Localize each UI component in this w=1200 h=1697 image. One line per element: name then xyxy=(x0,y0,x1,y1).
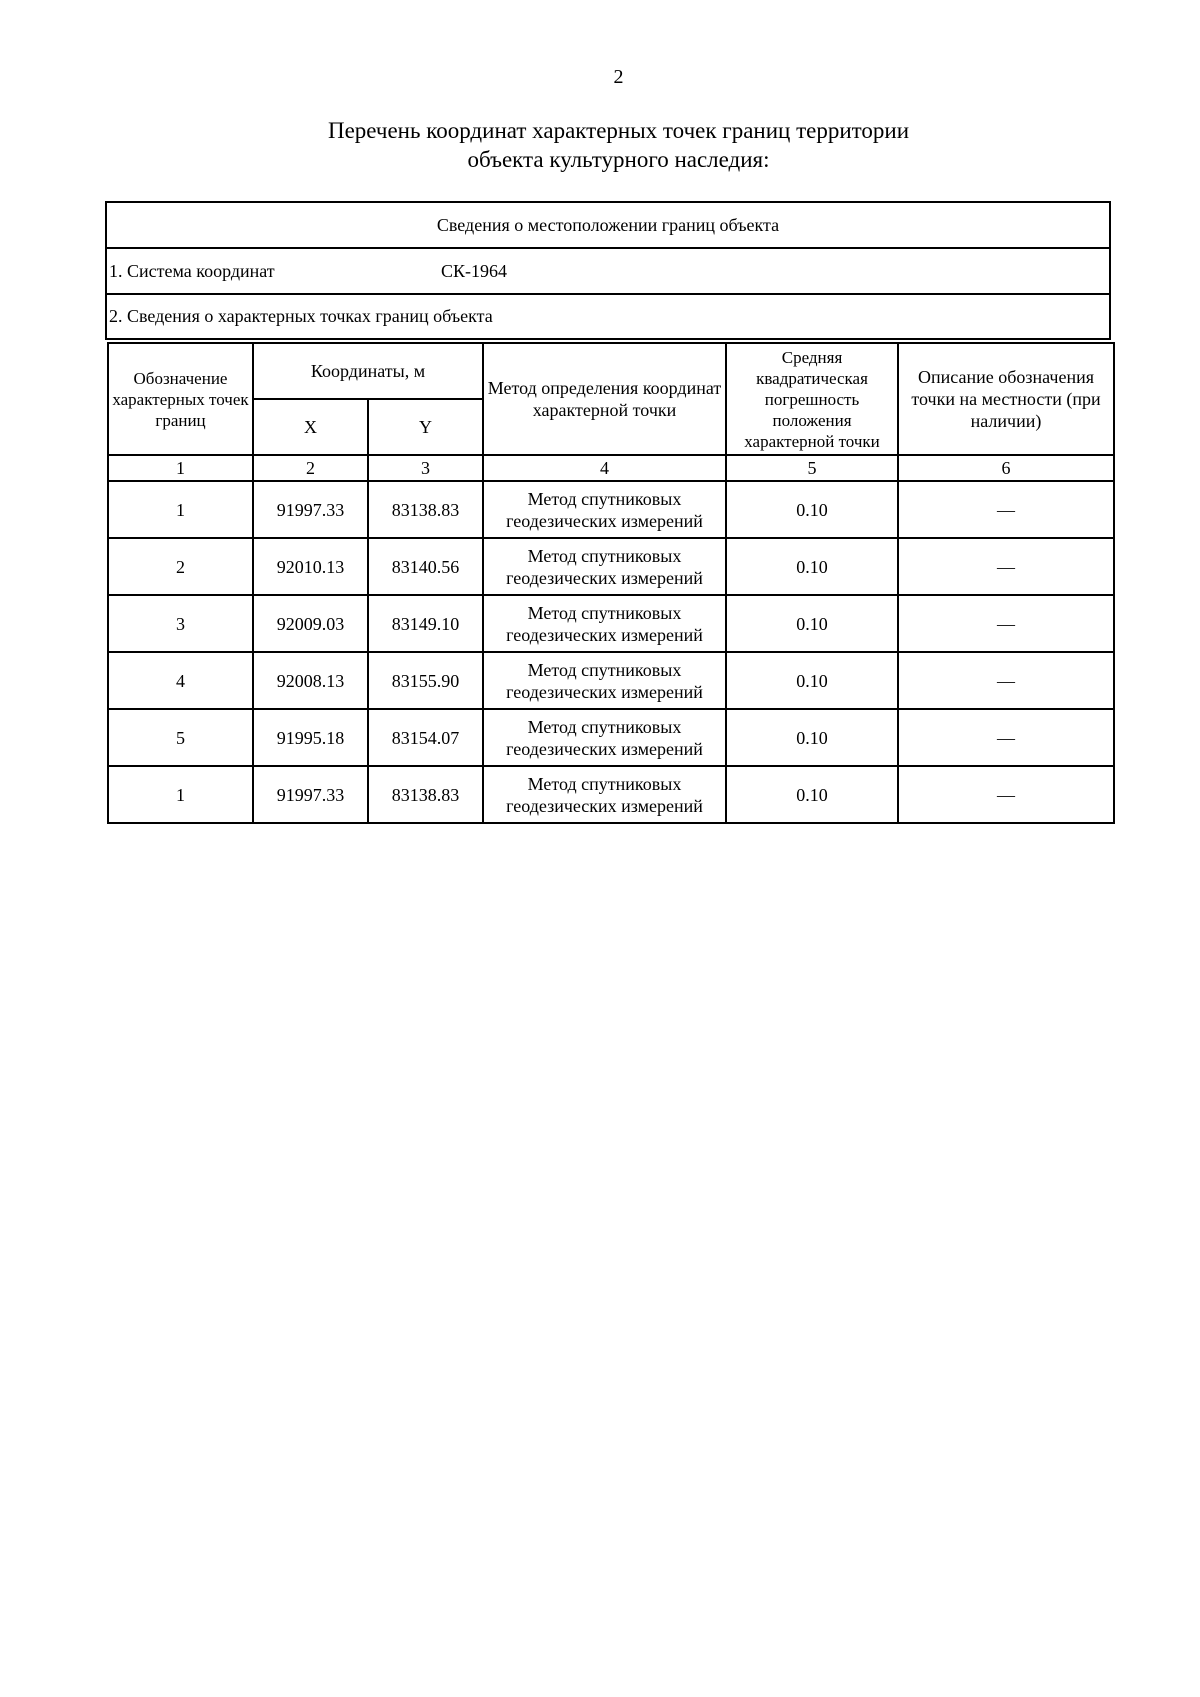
header-y: Y xyxy=(368,399,483,455)
cell-y: 83140.56 xyxy=(368,538,483,595)
page-number: 2 xyxy=(613,66,624,88)
column-number: 4 xyxy=(483,455,726,481)
cell-y: 83138.83 xyxy=(368,481,483,538)
cell-point: 4 xyxy=(108,652,253,709)
cell-description: — xyxy=(898,766,1114,823)
table-row xyxy=(108,652,1114,709)
coordinates-table xyxy=(107,342,1115,824)
cell-error: 0.10 xyxy=(726,595,898,652)
cell-description: — xyxy=(898,481,1114,538)
cell-x: 92009.03 xyxy=(253,595,368,652)
column-number: 5 xyxy=(726,455,898,481)
cell-x: 91995.18 xyxy=(253,709,368,766)
cell-y: 83155.90 xyxy=(368,652,483,709)
cell-y: 83154.07 xyxy=(368,709,483,766)
cell-y: 83138.83 xyxy=(368,766,483,823)
table-row xyxy=(108,481,1114,538)
cell-point: 2 xyxy=(108,538,253,595)
cell-point: 3 xyxy=(108,595,253,652)
table-row xyxy=(108,595,1114,652)
cell-x: 91997.33 xyxy=(253,481,368,538)
cell-method: Метод спутниковых геодезических измерений xyxy=(483,595,726,652)
cell-method: Метод спутниковых геодезических измерений xyxy=(483,709,726,766)
column-number: 2 xyxy=(253,455,368,481)
cell-x: 91997.33 xyxy=(253,766,368,823)
cell-point: 1 xyxy=(108,481,253,538)
header-coordinates: Координаты, м xyxy=(253,343,483,399)
coord-system-value: СК-1964 xyxy=(441,260,508,281)
cell-description: — xyxy=(898,538,1114,595)
cell-y: 83149.10 xyxy=(368,595,483,652)
table-header-row xyxy=(108,343,1114,399)
table-row xyxy=(108,538,1114,595)
cell-method: Метод спутниковых геодезических измерений xyxy=(483,481,726,538)
column-number: 3 xyxy=(368,455,483,481)
cell-error: 0.10 xyxy=(726,481,898,538)
cell-error: 0.10 xyxy=(726,538,898,595)
cell-x: 92010.13 xyxy=(253,538,368,595)
title-line-2: объекта культурного наследия: xyxy=(467,147,770,172)
cell-description: — xyxy=(898,595,1114,652)
cell-description: — xyxy=(898,652,1114,709)
cell-method: Метод спутниковых геодезических измерений xyxy=(483,652,726,709)
info-heading-text: Сведения о местоположении границ объекта xyxy=(436,214,780,235)
cell-error: 0.10 xyxy=(726,652,898,709)
cell-x: 92008.13 xyxy=(253,652,368,709)
column-numbers-row xyxy=(108,455,1114,481)
cell-method: Метод спутниковых геодезических измерений xyxy=(483,538,726,595)
header-method: Метод определения координат характерной точки xyxy=(483,343,726,455)
info-heading xyxy=(107,203,1109,249)
cell-error: 0.10 xyxy=(726,766,898,823)
title-line-1: Перечень координат характерных точек границ территории xyxy=(327,118,910,143)
cell-point: 5 xyxy=(108,709,253,766)
column-number: 6 xyxy=(898,455,1114,481)
cell-method: Метод спутниковых геодезических измерений xyxy=(483,766,726,823)
table-row xyxy=(108,766,1114,823)
boundary-info-block xyxy=(105,201,1111,340)
column-number: 1 xyxy=(108,455,253,481)
header-error: Средняя квадратическая погрешность положения характерной точки xyxy=(726,343,898,455)
coord-system-row xyxy=(107,249,1109,295)
cell-error: 0.10 xyxy=(726,709,898,766)
header-x: X xyxy=(253,399,368,455)
table-row xyxy=(108,709,1114,766)
coord-system-label: 1. Система координат xyxy=(109,260,275,281)
points-section-label: 2. Сведения о характерных точках границ объекта xyxy=(109,306,493,326)
header-designation: Обозначение характерных точек границ xyxy=(108,343,253,455)
cell-point: 1 xyxy=(108,766,253,823)
header-description: Описание обозначения точки на местности (при наличии) xyxy=(898,343,1114,455)
document-title xyxy=(0,116,1200,174)
points-section-row xyxy=(107,295,1109,340)
cell-description: — xyxy=(898,709,1114,766)
